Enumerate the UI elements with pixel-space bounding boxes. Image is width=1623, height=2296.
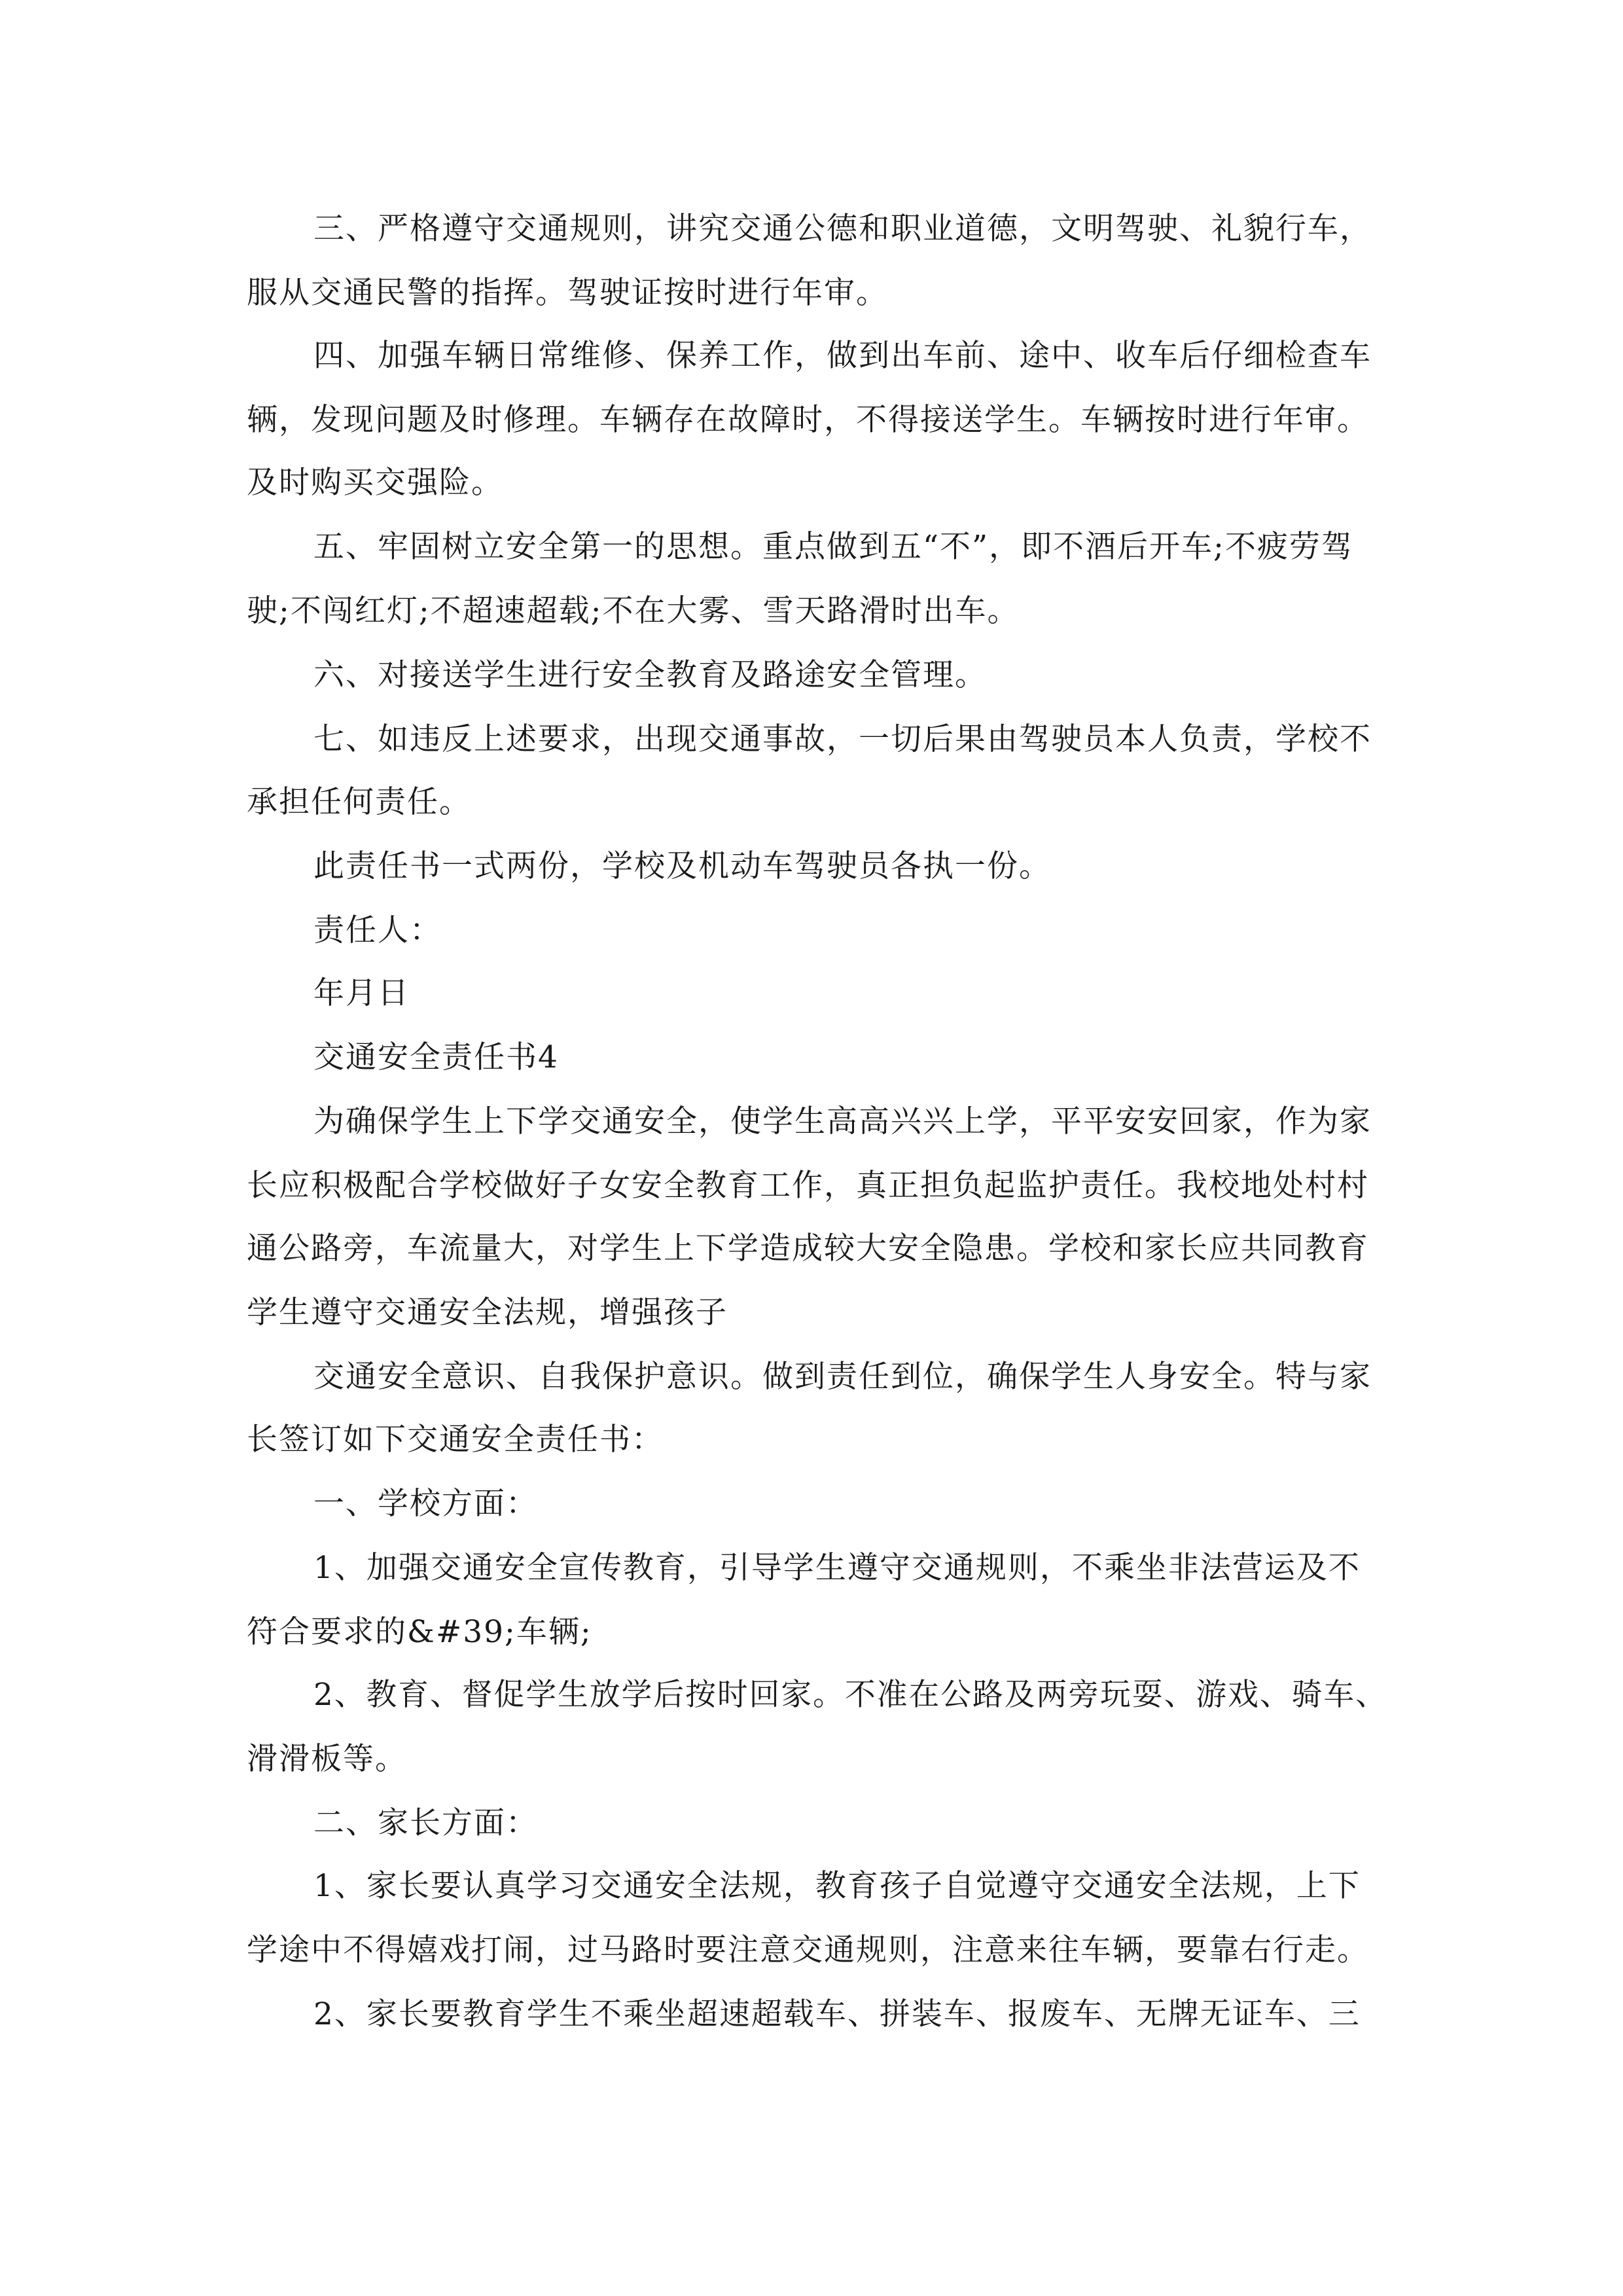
paragraph-line: 滑滑板等。 bbox=[247, 1741, 407, 1777]
paragraph-line: 长应积极配合学校做好子女安全教育工作，真正担负起监护责任。我校地处村村 bbox=[247, 1168, 1369, 1204]
paragraph-line: 六、对接送学生进行安全教育及路途安全管理。 bbox=[313, 657, 987, 693]
paragraph-line: 1、加强交通安全宣传教育，引导学生遵守交通规则，不乘坐非法营运及不 bbox=[313, 1550, 1361, 1586]
paragraph-line: 长签订如下交通安全责任书： bbox=[247, 1422, 664, 1458]
paragraph-line: 责任人： bbox=[313, 912, 442, 948]
paragraph-line: 通公路旁，车流量大，对学生上下学造成较大安全隐患。学校和家长应共同教育 bbox=[247, 1230, 1369, 1266]
paragraph-line: 年月日 bbox=[313, 975, 410, 1011]
paragraph-line: 符合要求的&#39;车辆; bbox=[247, 1614, 592, 1650]
paragraph-line: 七、如违反上述要求，出现交通事故，一切后果由驾驶员本人负责，学校不 bbox=[313, 721, 1372, 757]
paragraph-line: 学途中不得嬉戏打闹，过马路时要注意交通规则，注意来往车辆，要靠右行走。 bbox=[247, 1932, 1369, 1968]
paragraph-line: 三、严格遵守交通规则，讲究交通公德和职业道德，文明驾驶、礼貌行车， bbox=[313, 211, 1372, 247]
paragraph-line: 学生遵守交通安全法规，增强孩子 bbox=[247, 1295, 728, 1331]
section-title: 交通安全责任书4 bbox=[313, 1039, 559, 1075]
paragraph-line: 交通安全意识、自我保护意识。做到责任到位，确保学生人身安全。特与家 bbox=[313, 1359, 1372, 1395]
paragraph-line: 四、加强车辆日常维修、保养工作，做到出车前、途中、收车后仔细检查车 bbox=[313, 338, 1372, 374]
paragraph-line: 二、家长方面： bbox=[313, 1805, 538, 1841]
paragraph-line: 及时购买交强险。 bbox=[247, 465, 503, 501]
paragraph-line: 此责任书一式两份，学校及机动车驾驶员各执一份。 bbox=[313, 848, 1051, 884]
paragraph-line: 辆，发现问题及时修理。车辆存在故障时，不得接送学生。车辆按时进行年审。 bbox=[247, 402, 1369, 438]
paragraph-line: 承担任何责任。 bbox=[247, 784, 471, 820]
paragraph-line: 五、牢固树立安全第一的思想。重点做到五“不”，即不酒后开车;不疲劳驾 bbox=[313, 529, 1353, 565]
paragraph-line: 2、家长要教育学生不乘坐超速超载车、拼装车、报废车、无牌无证车、三 bbox=[313, 1996, 1361, 2032]
paragraph-line: 2、教育、督促学生放学后按时回家。不准在公路及两旁玩耍、游戏、骑车、 bbox=[313, 1677, 1387, 1713]
paragraph-line: 1、家长要认真学习交通安全法规，教育孩子自觉遵守交通安全法规，上下 bbox=[313, 1868, 1361, 1904]
paragraph-line: 服从交通民警的指挥。驾驶证按时进行年审。 bbox=[247, 275, 888, 311]
paragraph-line: 一、学校方面： bbox=[313, 1486, 538, 1522]
paragraph-line: 为确保学生上下学交通安全，使学生高高兴兴上学，平平安安回家，作为家 bbox=[313, 1103, 1372, 1139]
paragraph-line: 驶;不闯红灯;不超速超载;不在大雾、雪天路滑时出车。 bbox=[247, 593, 1020, 629]
